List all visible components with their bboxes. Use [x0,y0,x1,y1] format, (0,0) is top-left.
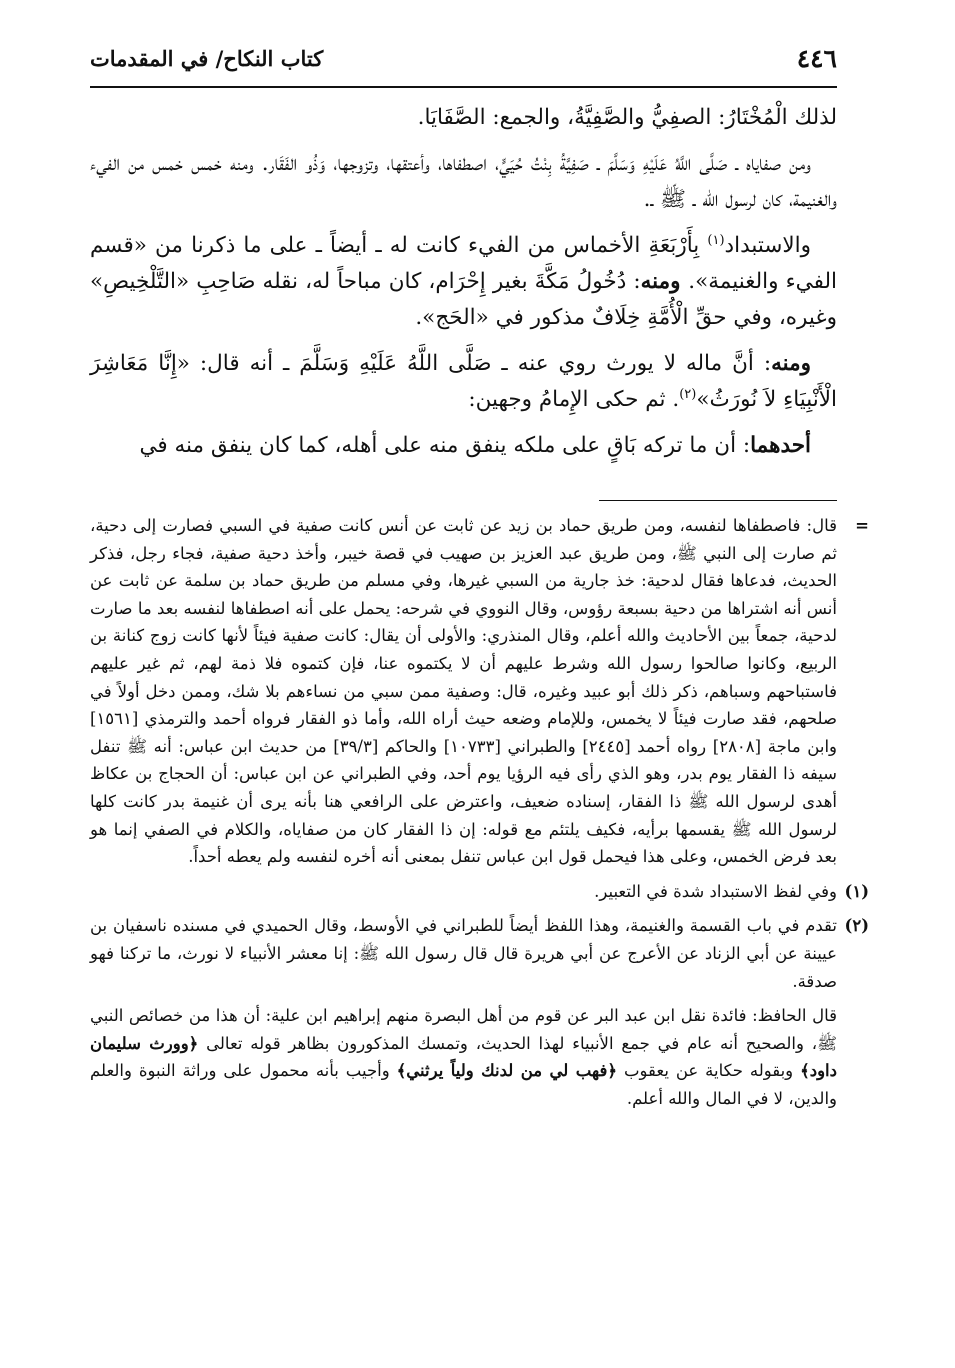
paragraph-5-text: : أن ما تركه بَاقٍ على ملكه ينفق منه على أهله، كما كان ينفق منه في [139,433,751,458]
footnote-2-mark: (٢) [844,916,869,936]
paragraph-3-text-c: : دُخُولُ مَكَّةَ بغير إِحْرَام، كان مباحاً له، نقله صَاحِبِ «التَّلْخِيصِ» وغيره، وفي حقِّ الْأُمَّةِ خِلَافٌ مذكور في «الحَج». [90,269,837,330]
footnotes [90,512,869,1119]
footnote-2-continued [90,1002,837,1112]
paragraph-3-text-a: والاستبداد [724,233,811,258]
page-header [90,40,837,84]
footnote-2 [90,912,869,995]
footnote-continued-mark: = [855,516,869,535]
footnote-2-text: تقدم في باب القسمة والغنيمة، وهذا اللفظ أيضاً للطبراني في الأوسط، وقال الحميدي في مسنده ناسفيان بن عيينة عن أبي الزناد عن الأعرج عن أبي هريرة قال قال رسول الله ﷺ: إنا معشر الأنبياء لا نورث، ما تركنا فهو صدقة. [90,916,837,991]
footnote-2b-text-c: وأجيب بأنه محمول على وراثة النبوة والعلم والدين، لا في المال والله أعلم. [90,1061,837,1108]
paragraph-4 [90,346,837,418]
footnote-1 [90,878,869,906]
quran-quote-1: ﴿وورث سليمان داود﴾ [90,1033,837,1081]
running-title: كتاب النكاح/ في المقدمات [90,46,324,71]
header-rule [90,86,837,88]
paragraph-4-bold: ومنه [771,351,811,376]
footnote-2b-text-b: وبقوله حكاية عن يعقوب [617,1061,801,1081]
footnote-1-mark: (١) [844,881,869,901]
paragraph-4-text-a: : أنَّ ماله لا يورث روي عنه ـ صَلَّى اللَّهُ عَلَيْهِ وَسَلَّمَ ـ أنه قال: «إِنَّا مَعَاشِرَ الْأَنْبِيَاءِ لاَ نُورَثُ» [90,351,837,412]
quran-quote-2: ﴿فهب لي من لدنك ولياً يرثني﴾ [396,1061,618,1081]
paragraph-1: لذلك الْمُخْتَارُ: الصفِيُّ والصَّفِيَّةُ، والجمع: الصَّفَايَا. [417,105,837,130]
footnote-2b-text-a: قال الحافظ: فائدة نقل ابن عبد البر عن قوم من أهل البصرة منهم إبراهيم ابن علية: أن هذا من خصائص النبي ﷺ، والصحيح أنه عام في جمع الأنبياء لهذا الحديث، وتمسك المذكورون بظاهر قوله تعالى [90,1006,837,1053]
footnote-continued [90,512,869,871]
paragraph-5-bold: أحدهما [750,433,811,458]
paragraph-4-text-b: . ثم حكى الإِمامُ وجهين: [468,387,680,412]
footnote-separator [599,500,837,501]
paragraph-2: ومن صفاياه ـ صَلَّى اللَّهُ عَلَيْهِ وَسَلَّمَ ـ صَفِيَّةُ بِنْتُ حُيَيٍّ، اصطفاها، وأعتقها، وتزوجها، وَذُو الفَقَار. ومنه خمس خمس من الفيء والغنيمة، كان لرسول الله ـ ﷺ ـ. [90,151,837,212]
paragraph-5 [90,428,837,464]
paragraph-3-text-b: بِأَرْبَعَةِ الأخماس من الفيء كانت له ـ أيضاً ـ على ما ذكرنا من «قسم الفيء والغنيمة». [90,233,838,294]
paragraph-3-bold: ومنه [640,269,689,294]
main-text [90,100,837,474]
footnote-ref-2: (٢) [679,386,697,402]
footnote-1-text: وفي لفظ الاستبداد شدة في التعبير. [594,881,837,901]
paragraph-3 [90,228,837,336]
footnote-continued-text: قال: فاصطفاها لنفسه، ومن طريق حماد بن زيد عن ثابت عن أنس كانت صفية في السبي فصارت إلى دحية، ثم صارت إلى النبي ﷺ، ومن طريق عبد العزيز بن صهيب في قصة خيبر، وأخذ دحية صفية، فجاء رجل، فذكر الحديث، فدعاها فقال لدحية: خذ جارية من السبي غيرها، وفي مسلم من طريق حماد بن سلمة عن ثابت عن أنس أنه اشتراها من دحية بسبعة رؤوس، وقال النووي في شرحه: يحمل على أنه اصطفاها لنفسه بعد ما صارت لدحية، جمعاً بين الأحاديث والله أعلم، وقال المنذري: والأولى أن يقال: كانت صفية فيئاً لأنها كانت زوج كنانة بن الربيع، وكانوا صالحوا رسول الله وشرط عليهم أن لا يكتموه عنا، فإن كتموه فلا ذمة لهم، ثم غير عليهم فاستباحهم وسباهم، ذكر ذلك أبو عبيد وغيره، قال: وصفية ممن سبي من نساءهم بلا شك، وممن دخل أولاً في صلحهم، فقد صارت فيئاً لا يخمس، وللإمام وضعه حيث أراه الله، وأما ذو الفقار فرواه أحمد والترمذي [١٥٦١] وابن ماجة [٢٨٠٨] رواه أحمد [٢٤٤٥] والطبراني [١٠٧٣٣] والحاكم [٣٩/٣] من حديث ابن عباس: أنه ﷺ تنفل سيفه ذا الفقار يوم بدر، وهو الذي رأى فيه الرؤيا يوم أحد، وفي الطبراني عن ابن عباس: أن الحجاج بن عكاظ أهدى لرسول الله ﷺ ذا الفقار، إسناده ضعيف، واعترض على الرافعي هنا بأنه يرى أن غنيمة بدر كانت كلها لرسول الله ﷺ يقسمها برأيه، فكيف يلتئم مع قوله: إن ذا الفقار كان من صفاياه، والكلام في الصفي إنما هو بعد فرض الخمس، وعلى هذا فيحمل قول ابن عباس تنفل بمعنى أنه أخره لنفسه ولم يعطه أحداً. [90,516,838,867]
footnote-ref-1: (١) [707,232,725,248]
page-number: ٤٤٦ [796,44,837,73]
